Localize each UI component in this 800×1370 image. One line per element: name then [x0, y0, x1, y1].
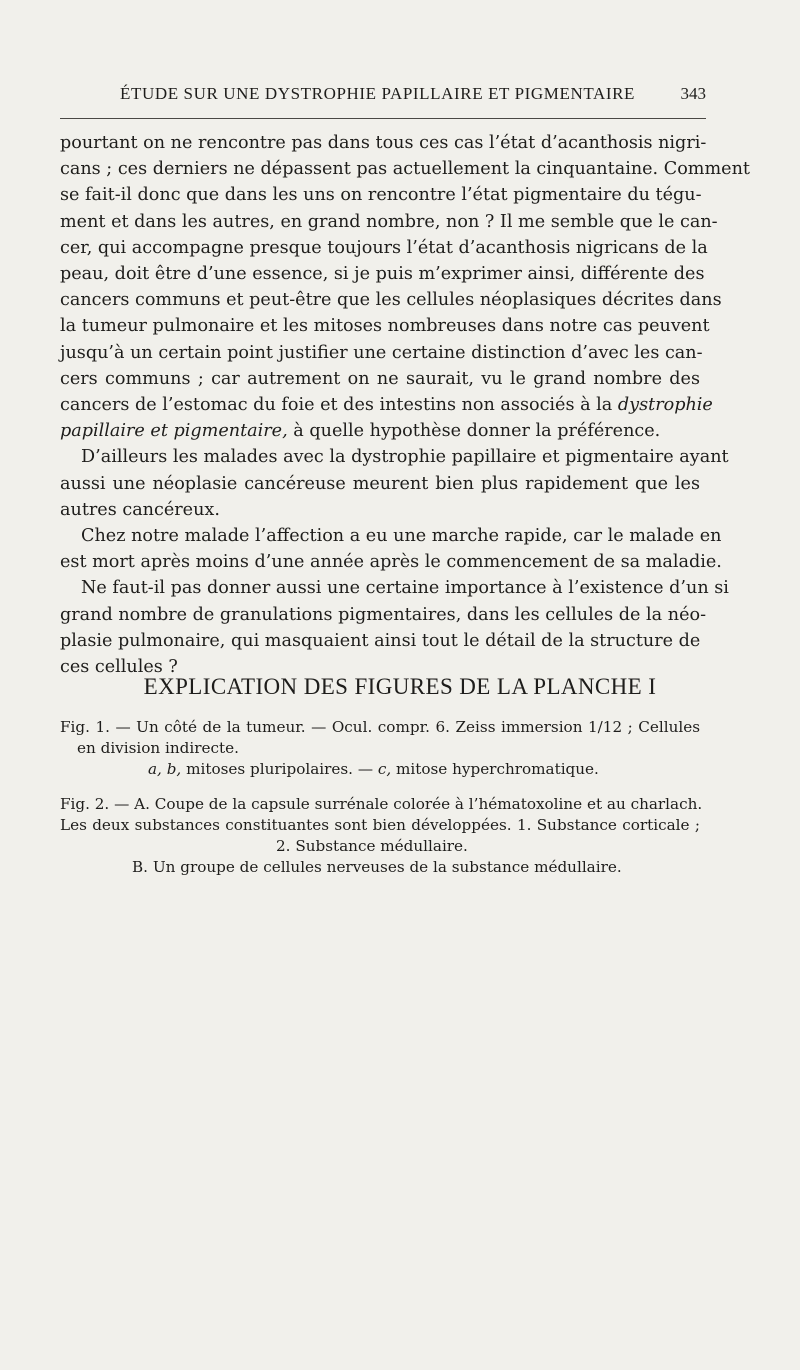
- text-line: pourtant on ne rencontre pas dans tous ces cas l’état d’acanthosis nigri-: [60, 133, 707, 153]
- paragraph-line: Ne faut-il pas donner aussi une certaine importance à l’existence d’un si: [81, 578, 729, 599]
- text-segment: mitose hyperchromatique.: [391, 760, 599, 778]
- figure-2-caption: Fig. 2. — A. Coupe de la capsule surrénale colorée à l’hématoxoline et au charlach.: [60, 795, 703, 813]
- text-segment: mitoses pluripolaires. —: [181, 760, 378, 778]
- text-line: cancers communs et peut-être que les cellules néoplasiques décrites dans: [60, 290, 722, 311]
- figure-2-caption-cont: Les deux substances constituantes sont bien développées. 1. Substance corticale ;: [60, 816, 700, 834]
- text-line: autres cancéreux.: [60, 499, 220, 520]
- text-line: jusqu’à un certain point justifier une certaine distinction d’avec les can-: [60, 342, 703, 363]
- text-line-mixed: [60, 392, 713, 418]
- body-text: [60, 130, 750, 680]
- figure-1-legend: [60, 759, 700, 780]
- text-line: peau, doit être d’une essence, si je puis m’exprimer ainsi, différente des: [60, 264, 705, 285]
- header-rule: [60, 118, 706, 119]
- text-line: aussi une néoplasie cancéreuse meurent bien plus rapidement que les: [60, 473, 700, 494]
- text-line: la tumeur pulmonaire et les mitoses nombreuses dans notre cas peuvent: [60, 316, 710, 337]
- text-segment: cancers de l’estomac du foie et des intestins non associés à la: [60, 395, 613, 416]
- text-line-mixed: [60, 418, 700, 444]
- figure-1-caption: Fig. 1. — Un côté de la tumeur. — Ocul. compr. 6. Zeiss immersion 1/12 ; Cellules: [60, 718, 700, 736]
- italic-letters: a, b,: [148, 760, 182, 778]
- paragraph-line: Chez notre malade l’affection a eu une marche rapide, car le malade en: [81, 526, 722, 547]
- running-head: [60, 84, 706, 108]
- section-title: EXPLICATION DES FIGURES DE LA PLANCHE I: [143, 674, 657, 699]
- text-line: cans ; ces derniers ne dépassent pas actuellement la cinquantaine. Comment: [60, 159, 750, 180]
- paragraph-line: D’ailleurs les malades avec la dystrophie papillaire et pigmentaire ayant: [81, 447, 729, 468]
- italic-term: dystrophie: [617, 395, 713, 416]
- text-line: grand nombre de granulations pigmentaires, dans les cellules de la néo-: [60, 604, 707, 625]
- figure-2-item-b: B. Un groupe de cellules nerveuses de la substance médullaire.: [132, 858, 622, 876]
- text-line: cers communs ; car autrement on ne saurait, vu le grand nombre des: [60, 368, 700, 389]
- italic-term: papillaire et pigmentaire,: [60, 421, 288, 442]
- italic-letters: c,: [377, 760, 392, 778]
- figure-explanations: [60, 717, 703, 878]
- text-line: se fait-il donc que dans les uns on rencontre l’état pigmentaire du tégu-: [60, 185, 702, 206]
- text-segment: à quelle hypothèse donner la préférence.: [287, 421, 661, 442]
- text-line: ces cellules ?: [60, 657, 178, 678]
- page-number: 343: [680, 84, 706, 103]
- text-line: est mort après moins d’une année après le commencement de sa maladie.: [60, 552, 722, 573]
- text-line: plasie pulmonaire, qui masquaient ainsi tout le détail de la structure de: [60, 630, 701, 651]
- figure-1-caption-cont: en division indirecte.: [77, 739, 239, 757]
- text-line: ment et dans les autres, en grand nombre, non ? Il me semble que le can-: [60, 211, 718, 232]
- figure-2-item: 2. Substance médullaire.: [276, 837, 468, 855]
- text-line: cer, qui accompagne presque toujours l’état d’acanthosis nigricans de la: [60, 237, 708, 258]
- running-title: ÉTUDE SUR UNE DYSTROPHIE PAPILLAIRE ET PIGMENTAIRE: [120, 84, 636, 103]
